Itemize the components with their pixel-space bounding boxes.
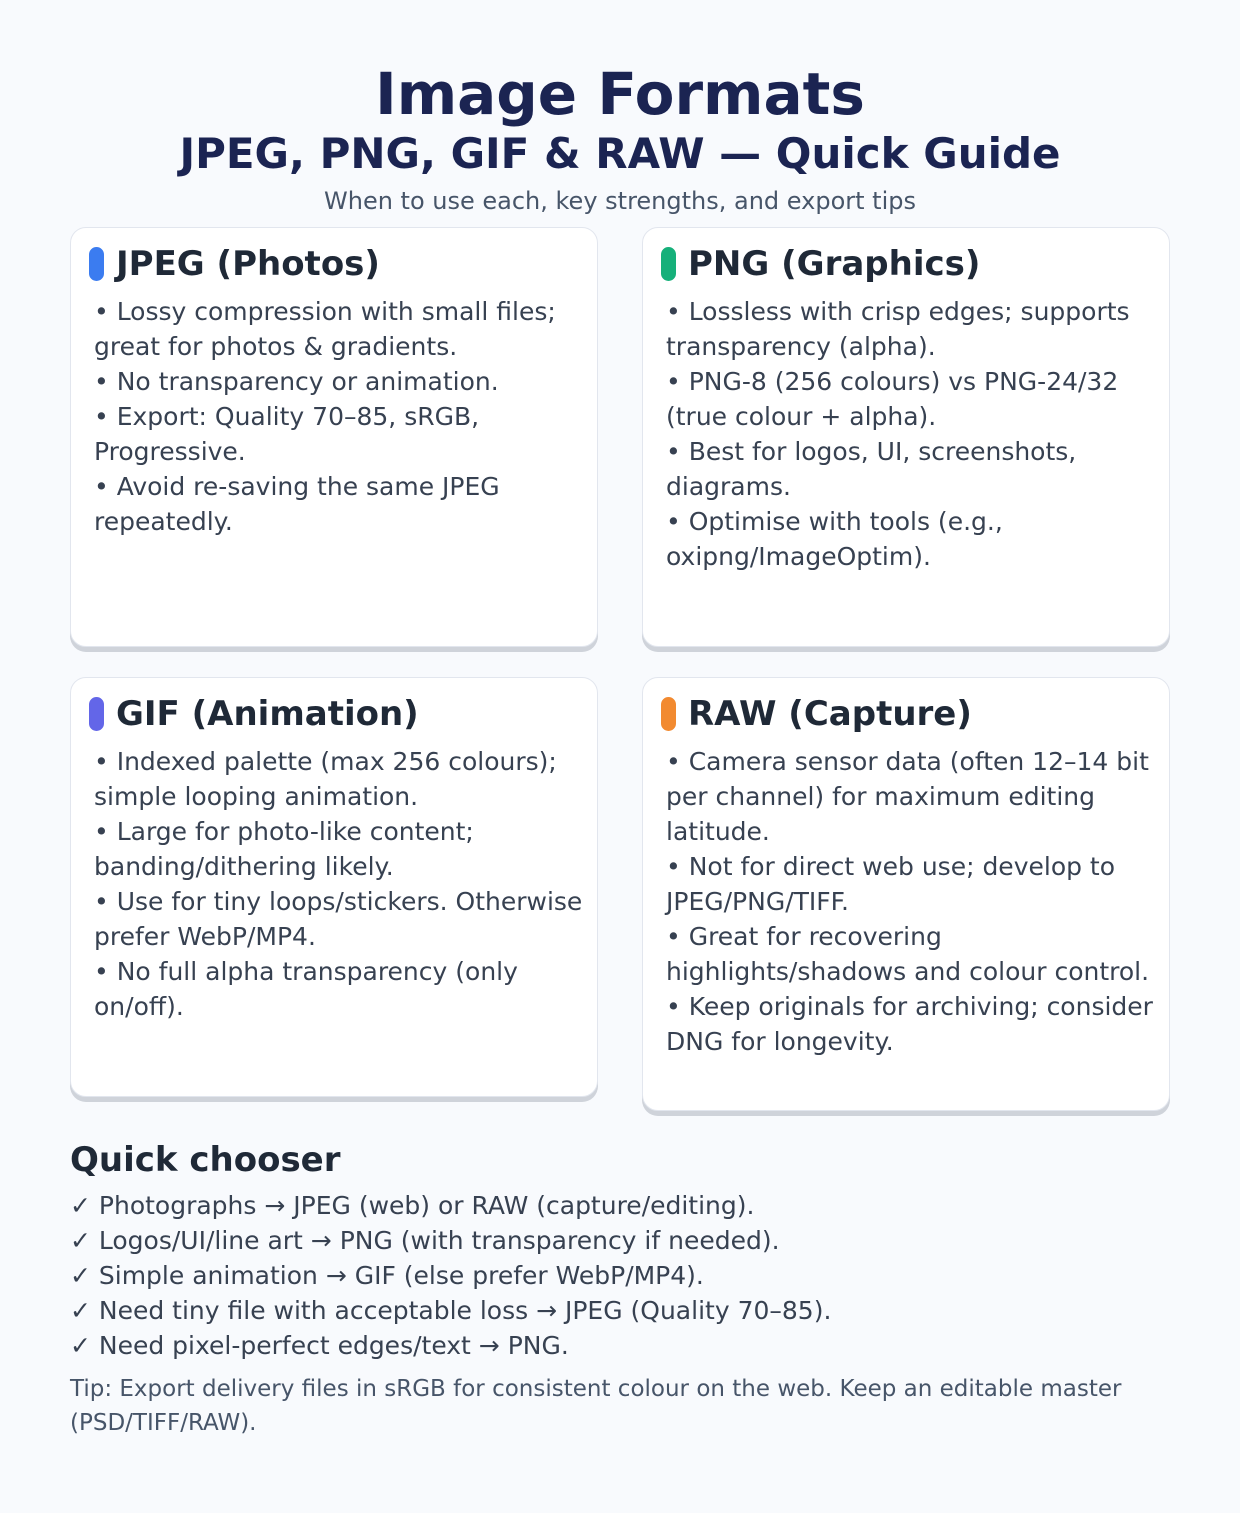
card-png bbox=[642, 227, 1170, 647]
bullet-list bbox=[94, 744, 584, 1024]
page-tagline: When to use each, key strengths, and export tips bbox=[324, 187, 916, 215]
accent-bar-icon bbox=[89, 247, 104, 281]
bullet-item: • Indexed palette (max 256 colours); simple looping animation. bbox=[94, 747, 557, 811]
card-gif bbox=[70, 677, 598, 1097]
card-header bbox=[661, 692, 972, 736]
bullet-item: • Best for logos, UI, screenshots, diagrams. bbox=[666, 437, 1077, 501]
page-title: Image Formats bbox=[375, 60, 865, 128]
bullet-item: • Camera sensor data (often 12–14 bit per channel) for maximum editing latitude. bbox=[666, 747, 1149, 846]
chooser-item: ✓ Simple animation → GIF (else prefer WebP/MP4). bbox=[70, 1261, 704, 1290]
tip-text: Tip: Export delivery files in sRGB for consistent colour on the web. Keep an editable master (PSD/TIFF/RAW). bbox=[70, 1376, 1122, 1436]
bullet-list bbox=[666, 294, 1156, 574]
accent-bar-icon bbox=[661, 247, 676, 281]
bullet-item: • Optimise with tools (e.g., oxipng/ImageOptim). bbox=[666, 507, 1003, 571]
card-title: GIF (Animation) bbox=[116, 694, 419, 734]
card-header bbox=[661, 242, 980, 286]
bullet-item: • Use for tiny loops/stickers. Otherwise prefer WebP/MP4. bbox=[94, 887, 583, 951]
card-header bbox=[89, 242, 380, 286]
chooser-item: ✓ Logos/UI/line art → PNG (with transparency if needed). bbox=[70, 1226, 780, 1255]
card-header bbox=[89, 692, 419, 736]
bullet-item: • Keep originals for archiving; consider DNG for longevity. bbox=[666, 992, 1153, 1056]
bullet-item: • Export: Quality 70–85, sRGB, Progressive. bbox=[94, 402, 480, 466]
bullet-item: • No full alpha transparency (only on/off). bbox=[94, 957, 518, 1021]
chooser-item: ✓ Need pixel-perfect edges/text → PNG. bbox=[70, 1331, 569, 1360]
bullet-item: • Lossy compression with small files; great for photos & gradients. bbox=[94, 297, 556, 361]
bullet-list bbox=[94, 294, 584, 539]
bullet-list bbox=[666, 744, 1156, 1059]
card-title: RAW (Capture) bbox=[688, 694, 972, 734]
page-subtitle: JPEG, PNG, GIF & RAW — Quick Guide bbox=[179, 129, 1061, 178]
bullet-item: • Lossless with crisp edges; supports transparency (alpha). bbox=[666, 297, 1130, 361]
bullet-item: • Great for recovering highlights/shadows and colour control. bbox=[666, 922, 1150, 986]
chooser-item: ✓ Need tiny file with acceptable loss → JPEG (Quality 70–85). bbox=[70, 1296, 832, 1325]
bullet-item: • PNG-8 (256 colours) vs PNG-24/32 (true colour + alpha). bbox=[666, 367, 1119, 431]
quick-chooser-title: Quick chooser bbox=[70, 1140, 341, 1180]
bullet-item: • Not for direct web use; develop to JPEG/PNG/TIFF. bbox=[666, 852, 1116, 916]
bullet-item: • Large for photo-like content; banding/dithering likely. bbox=[94, 817, 474, 881]
card-title: PNG (Graphics) bbox=[688, 244, 981, 284]
accent-bar-icon bbox=[661, 697, 676, 731]
card-raw bbox=[642, 677, 1170, 1111]
card-title: JPEG (Photos) bbox=[116, 244, 380, 284]
bullet-item: • No transparency or animation. bbox=[94, 367, 499, 396]
card-jpeg bbox=[70, 227, 598, 647]
chooser-item: ✓ Photographs → JPEG (web) or RAW (capture/editing). bbox=[70, 1191, 755, 1220]
accent-bar-icon bbox=[89, 697, 104, 731]
bullet-item: • Avoid re-saving the same JPEG repeatedly. bbox=[94, 472, 500, 536]
quick-chooser bbox=[70, 1138, 1170, 1363]
header bbox=[0, 60, 1240, 218]
